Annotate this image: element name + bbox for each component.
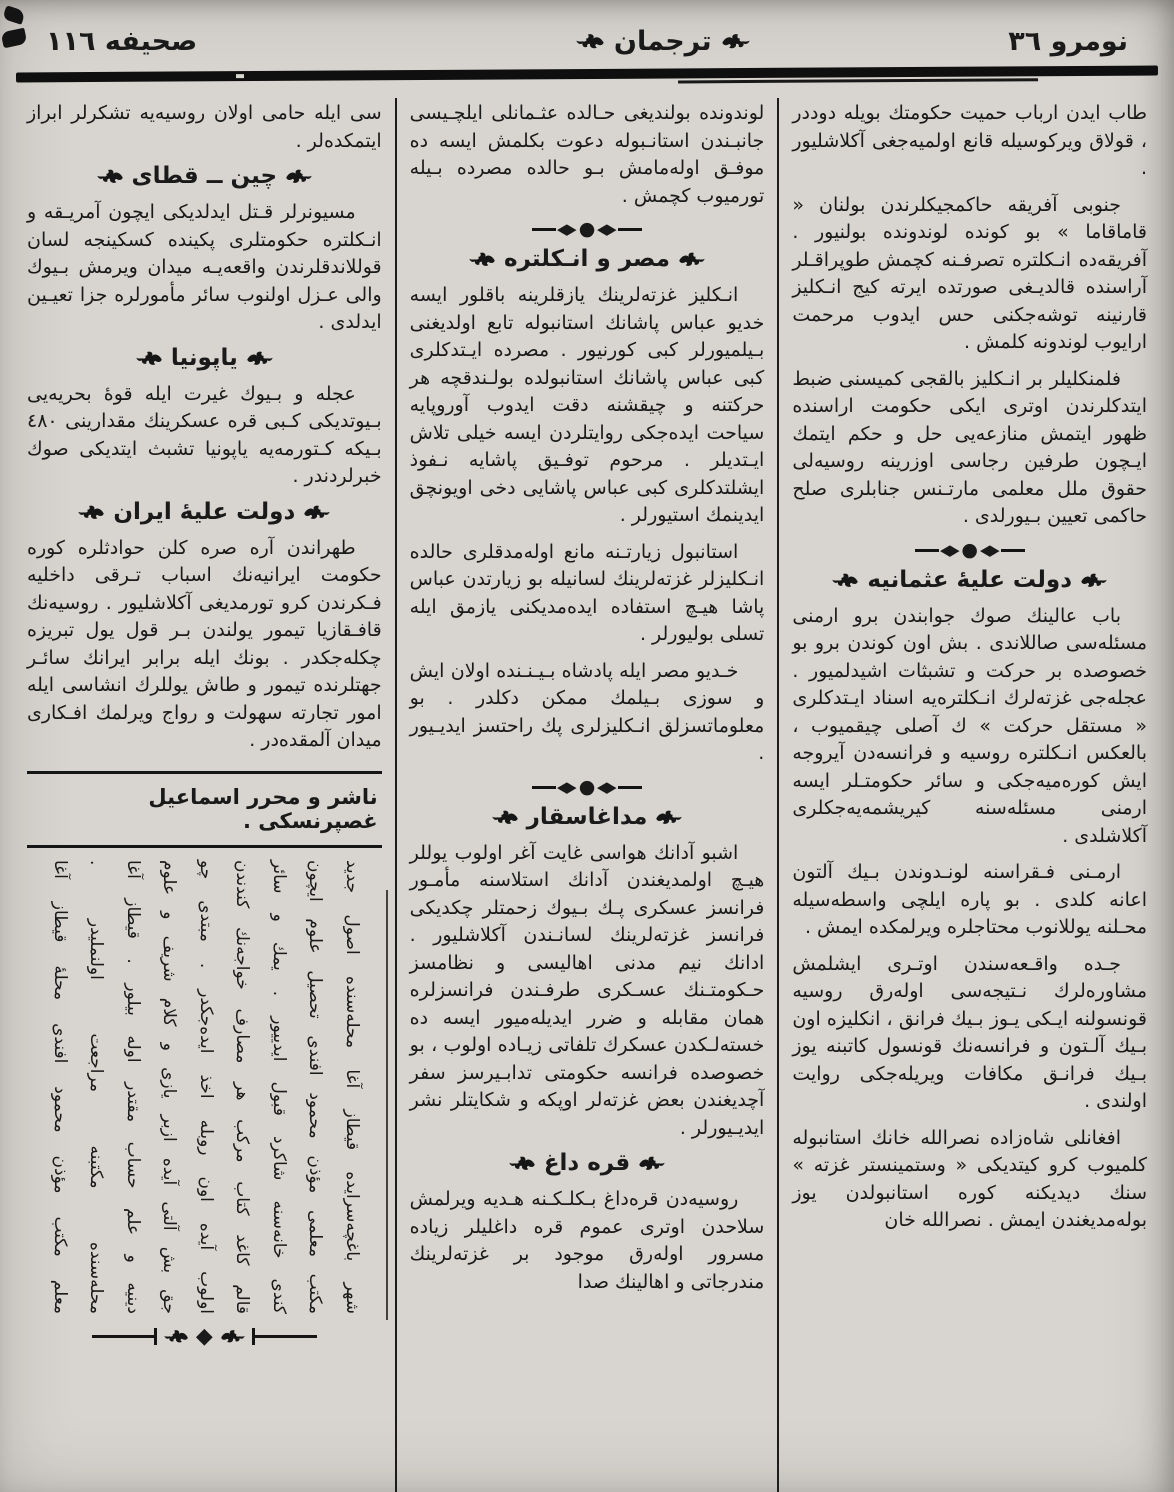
paragraph: طهراندن آره صره كلن حوادثلره كوره حكومت ايرانيه‌نك اسباب تـرقى داخليه فـكرندن كرو تورمديغى آكلاشليور . روسيه‌نك قافـقازيا تيمور يولندن بـر قول يول تبريزه چكله‌جكدر . بونك ايله برابر ايرانك سائـر جهتلرنده تيمور و طاش يوللرك انشاسى ايله امور تجارته سهولت و رواج ويرلمك افـكارى ميدان آلمقده‌در . [26, 536, 382, 751]
ad-line: كندى خانه‌سنه شاكرد قبول ايدييور . يمك و سائر [269, 859, 290, 1314]
paragraph: انـكليز غزته‌لرينك يازقلرينه باقلور ايسه خديو عباس پاشانك استانبوله تابع اولديغنى بـيلميورلر كبى كورنيور . مصرده ايـتدكلرى كبى عباس پاشانك استانبولده بولـندقچه هر حركتنه و چيقشنه دقت ايدوب آوروپايه سياحت ايده‌جكى روايتلردن ايسه خيلى تلاش ايـتديلر . مرحوم توفـيق پاشايه نـفوذ ايشلتدكلرى كبى عباس پاشايى دخى اويونچق ايدينمك استيورلر . [409, 284, 765, 526]
paragraph: استانبول زيارتـنه مانع اوله‌مدقلرى حالده انـكليزلر غزته‌لرينك لسانيله بو زيارتدن عباس پاشا هيـچ استفاده ايده‌مديكنى يازمق ايله تسلى بوليورلر . [409, 540, 765, 645]
column-divider-double-segment [386, 890, 388, 1320]
diamond-icon: ◆ [195, 1323, 213, 1349]
diamond-icon: ◆ [557, 777, 577, 796]
column-left [14, 98, 395, 1492]
ad-line: مكتب معلمى مؤذن محمود افندى تحصيل علوم ايچون [305, 859, 326, 1314]
ad-line: قالم كاغد كتاب مركب هر مصارف خواجه‌نك كندندن [232, 859, 253, 1314]
ad-line: معلم مكتب مؤذن محمود افندى محلهٔ قيطاز آغا [50, 859, 71, 1314]
paragraph: جنوبى آفريقه حاكمجيكلرندن بولنان « قاماقاما » بو كونده لوندونده بولنيور . آفريقه‌ده انـكلتره تصرفـنه كچمش طوپراقـلر آراسنده قالديـغى صورتده ايرته كيج انـكليز قارنينه توشه‌جكنى حس ايدوب مرحمت ارايوب لوندونه كلمش . [792, 193, 1147, 353]
heading-flourish-icon [678, 251, 706, 269]
heading-flourish-icon [135, 350, 163, 368]
columns [14, 98, 1160, 1492]
paragraph: خـديو مصر ايله پادشاه بـيـنـنده اولان ايش و سوزى بـيلمك ممكن دكلدر . بو معلوماتسزلق انـكليزلرى پك راحتسز ايديـيور . [409, 659, 765, 764]
masthead [0, 0, 1174, 65]
paragraph: افغانلى شاه‌زاده نصرالله خانك استانبوله كلميوب كرو كيتديكى « وستمينستر غزته » سنك ديديكنه كوره استانبولدن يوز بوله‌مديغندن ايمش . نصرالله خان [792, 1126, 1147, 1231]
section-heading-china-cathay: چين ــ قطاى [27, 164, 382, 190]
rotated-advertisement [36, 856, 372, 1318]
diamond-icon: ◆ [597, 777, 617, 796]
section-heading-ottoman-state: دولت عليهٔ عثمانيه [792, 568, 1147, 594]
ad-line: شهر باغچه‌سرايده قيطاز آغا محله‌سنده اصول جديد [342, 859, 363, 1314]
page-number: صحيفه ١١٦ [46, 26, 198, 57]
issue-number: نومرو ٣٦ [1008, 26, 1128, 57]
section-heading-iran: دولت عليهٔ ايران [27, 500, 382, 526]
diamond-icon: ◆ [939, 540, 960, 559]
dot-icon: ● [578, 775, 596, 798]
section-heading-madagascar: مداغاسقار [410, 805, 765, 831]
column-middle [395, 98, 780, 1492]
section-heading-montenegro: قره داغ [410, 1151, 765, 1177]
paragraph: طاب ايدن ارباب حميت حكومتك بويله دوددر ، قولاق ويركوسيله قانع اولميه‌جغى آكلاشليور . [792, 102, 1147, 179]
heading-flourish-icon [285, 168, 313, 186]
ad-line: دينيه و علم حساب مقتدر اوله بيلور . قيطاز آغا [123, 859, 144, 1314]
dot-icon: ● [961, 538, 978, 561]
ink-smudge [2, 6, 32, 54]
paragraph: فلمنكليلر بر انـكليز بالقجى كميسنى ضبط ايتدكلرندن اوترى ايكى حكومت اراسنده ظهور ايتمش منازعه‌يى حل و حكم ايتمك ايـچون طرفين رجاسى اوزرينه روسيه‌لى حقوق ملل معلمى مارتـنس جنابلرى صلح حاكمى تعيين بـيورلدى . [792, 367, 1147, 527]
section-separator [410, 775, 765, 798]
diamond-icon: ◆ [597, 220, 617, 238]
heading-flourish-icon [638, 1155, 666, 1173]
title-flourish-icon [721, 32, 751, 52]
title-flourish-icon [575, 32, 605, 52]
heading-flourish-icon [491, 809, 519, 827]
paragraph: باب عالينك صوك جوابندن برو ارمنى مسئله‌سى صاللاندى . بش اون كوندن برو بو خصوصده بر حركت و تشبثات اشيدلميور . عجله‌جى غزته‌لرك انـكلتره‌يه اسناد ايـتدكلرى « مستقل حركت » ك آصلى چيقميوب ، بالعكس انـكلتره روسيه و فرانسه‌دن آيروجه ايش كوره‌ميه‌جكى و سائر حكومتـلر ايسه ارمنى مسئله‌سنه كيريشمه‌يه‌جكلرى آكلاشلدى . [792, 604, 1147, 847]
title-text: ترجمان [613, 26, 712, 57]
paragraph: روسيه‌دن قره‌داغ بـكلـكـنه هـديه ويرلمش سلاحدن اوترى عموم قره داغليلر زياده مسرور اوله‌رق موجود بر غزته‌لرينك مندرجاتى و اهالينك صدا [409, 1188, 765, 1293]
paragraph: عجله و بـيوك غيرت ايله قوهٔ بحريه‌يى بـيوتديكى كـبى قره عسكرينك مقدارينى ٤٨٠ بـيكه كـتورمه‌يه ياپونيا تشبث ايتديكى صوك خبرلردندر . [26, 382, 382, 487]
heading-flourish-icon [508, 1155, 536, 1173]
ornament-flourish-icon [163, 1329, 189, 1345]
ad-line: محله‌سنده مكتبنه مراجعت اولنمليدر . [86, 859, 107, 1314]
heading-flourish-icon [1080, 572, 1108, 590]
section-heading-egypt-england: مصر و انـكلتره [410, 247, 765, 273]
ad-line: اولوب آيده اون روبله اخذ ايده‌جكدر . مبتدى چو [196, 859, 217, 1314]
end-ornament [27, 1323, 382, 1349]
section-heading-japan: ياپونيا [27, 346, 382, 372]
newspaper-title [575, 26, 751, 57]
heading-flourish-icon [96, 168, 124, 186]
paragraph: ارمـنى فـقراسنه لونـدوندن بـيك آلتون اعانه كلدى . بو پاره ايلچى واسطه‌سيله محـلنه يوللانوب محتاجلره ويرلمكده ايمش . [792, 861, 1147, 938]
dot-icon: ● [578, 218, 596, 240]
paragraph: مسيونرلر قـتل ايدلديكى ايچون آمريـقه و انـكلتره حكومتلرى پكينده كسكينجه لسان قوللاندقلرندن واقعه‌يـه ميدان ويرمش بـيوك والى عـزل اولنوب سائر مأمورلره جزا تعيـين ايدلدى . [26, 201, 382, 333]
paragraph: جـده واقـعه‌سندن اوتـرى ايشلمش مشاوره‌لرك نـتيجه‌سى اوله‌رق روسيه قونسولنه ايـكى يـوز بـيك فرانق ، انكليزه اون بـيك آلـتون و فرانسه‌نك قونسول كاتبنه يوز بـيك فرانـق مكافات ويريله‌جكى روايت اولندى . [792, 952, 1147, 1112]
paragraph: سى ايله حامى اولان روسيه‌يه تشكرلر ابراز ايتمكده‌لر . [26, 102, 382, 152]
section-separator [410, 220, 765, 239]
paragraph: اشبو آدانك هواسى غايت آغر اولوب يوللر هيـچ اولمديغندن آدانك استلاسنه مأمـور فرانسز عسكرى پـك بـيوك زحمتلر چكديكى فرانسز غزته‌لرينك لسانـندن آكلاشليور . ادانك نيم مدنى اهاليسى و نظامسز حـكومتـنك عسـكرى طرفـندن فرانسزلره همان مقابله و ضرر ايديله‌ميور ايسه ده خسته‌لـكدن عسكرك تلفاتى زيـاده اولوب ، بو خصوصده فرانسه حكومتى تدابـيرسز سفر آچديغندن بعض غزته‌لر اوپكه و شكايتلر نشر ايديـيورلر . [409, 841, 765, 1139]
heading-flourish-icon [77, 504, 105, 522]
heading-flourish-icon [468, 251, 496, 269]
advertisement-text [36, 856, 372, 1318]
heading-flourish-icon [303, 504, 331, 522]
masthead-rule [16, 66, 1158, 83]
ad-line: جق بش آلتى آيده ازبر يازى و كلام شريف و علوم [159, 859, 180, 1314]
paragraph: لوندونده بولنديغى حـالده عثـمانلى ايلچـيسى جانبـندن استانـبوله دعوت بكلمش ايسه ده موفـق اوله‌مامش بـو حالده مصرده بـيله تورميوب كچمش . [409, 102, 765, 207]
diamond-icon: ◆ [979, 540, 1000, 559]
heading-flourish-icon [831, 572, 859, 590]
heading-flourish-icon [655, 809, 683, 827]
heading-flourish-icon [246, 350, 274, 368]
publisher-line: ناشر و محرر اسماعيل غصپرنسكى . [27, 771, 382, 848]
section-separator [792, 538, 1147, 561]
ornament-flourish-icon [220, 1329, 246, 1345]
diamond-icon: ◆ [557, 220, 577, 238]
column-right [779, 98, 1160, 1492]
